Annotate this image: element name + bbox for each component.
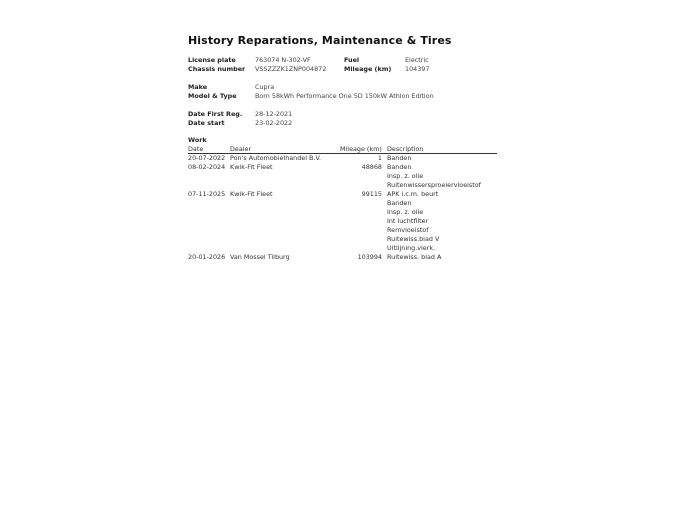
cell-dealer	[230, 208, 340, 217]
cell-dealer: Kwik-Fit Fleet	[230, 163, 273, 171]
cell-mileage	[340, 235, 387, 244]
cell-description: Banden	[387, 199, 412, 207]
table-row	[188, 235, 497, 244]
cell-mileage: 48868	[361, 163, 382, 171]
table-row	[188, 163, 497, 172]
cell-date	[188, 199, 230, 208]
table-row	[188, 181, 497, 190]
cell-dealer	[230, 235, 340, 244]
table-row	[188, 172, 497, 181]
date-start-value: 23-02-2022	[255, 119, 293, 127]
cell-description: Remvloeistof	[387, 226, 429, 234]
cell-dealer: Kwik-Fit Fleet	[230, 190, 273, 198]
cell-mileage	[340, 226, 387, 235]
info-row-model	[188, 92, 498, 101]
work-section-title: Work	[188, 136, 207, 144]
cell-dealer: Pon's Automobielhandel B.V.	[230, 154, 322, 162]
cell-dealer	[230, 181, 340, 190]
cell-description: Insp. z. olie	[387, 172, 424, 180]
cell-mileage	[340, 181, 387, 190]
table-row	[188, 190, 497, 199]
cell-description: Insp. z. olie	[387, 208, 424, 216]
mileage-value: 104397	[405, 65, 430, 73]
report-page	[188, 34, 498, 262]
date-start-label: Date start	[188, 119, 225, 127]
license-plate-label: License plate	[188, 56, 236, 64]
cell-dealer	[230, 217, 340, 226]
cell-mileage: 99115	[361, 190, 382, 198]
cell-description: Int luchtfilter	[387, 217, 429, 225]
cell-date: 20-07-2022	[188, 154, 226, 162]
make-label: Make	[188, 83, 208, 91]
cell-description: Ruitenwissersproeiervloeistof	[387, 181, 481, 189]
cell-date	[188, 235, 230, 244]
cell-mileage	[340, 208, 387, 217]
cell-dealer	[230, 244, 340, 253]
cell-dealer	[230, 172, 340, 181]
info-row-chassis	[188, 65, 498, 74]
cell-description: Banden	[387, 154, 412, 162]
cell-date	[188, 181, 230, 190]
cell-date	[188, 226, 230, 235]
work-table	[188, 145, 497, 262]
cell-date	[188, 244, 230, 253]
cell-mileage	[340, 199, 387, 208]
cell-date	[188, 217, 230, 226]
table-row	[188, 154, 497, 164]
cell-mileage: 103994	[357, 253, 382, 261]
info-row-plate	[188, 56, 498, 65]
page-title: History Reparations, Maintenance & Tires	[188, 34, 452, 47]
table-row	[188, 199, 497, 208]
model-label: Model & Type	[188, 92, 237, 100]
license-plate-value: 763074 N-302-VF	[255, 56, 311, 64]
header-mileage: Mileage (km)	[340, 145, 387, 154]
cell-description: APK i.c.m. beurt	[387, 190, 439, 198]
fuel-value: Electric	[405, 56, 429, 64]
cell-date: 08-02-2024	[188, 163, 226, 171]
make-value: Cupra	[255, 83, 275, 91]
chassis-label: Chassis number	[188, 65, 246, 73]
table-row	[188, 226, 497, 235]
work-table-header	[188, 145, 497, 154]
cell-mileage	[340, 172, 387, 181]
cell-mileage	[340, 244, 387, 253]
info-row-make	[188, 83, 498, 92]
cell-description: Ruitewiss.blad V	[387, 235, 440, 243]
cell-dealer	[230, 199, 340, 208]
header-dealer: Dealer	[230, 145, 340, 154]
mileage-label: Mileage (km)	[344, 65, 392, 73]
cell-date: 07-11-2025	[188, 190, 226, 198]
cell-date	[188, 172, 230, 181]
model-value: Born 58kWh Performance One 5D 150kW Athlon Edition	[255, 92, 434, 100]
table-row	[188, 217, 497, 226]
table-row	[188, 253, 497, 262]
first-reg-label: Date First Reg.	[188, 110, 243, 118]
cell-description: Banden	[387, 163, 412, 171]
cell-date	[188, 208, 230, 217]
cell-mileage	[340, 217, 387, 226]
fuel-label: Fuel	[344, 56, 360, 64]
chassis-value: VSSZZZK1ZNP004872	[255, 65, 327, 73]
cell-dealer	[230, 226, 340, 235]
info-row-first-reg	[188, 110, 498, 119]
work-table-body	[188, 154, 497, 263]
cell-date: 20-01-2026	[188, 253, 226, 261]
info-row-start	[188, 119, 498, 128]
cell-dealer: Van Mossel Tilburg	[230, 253, 290, 261]
table-row	[188, 244, 497, 253]
header-description: Description	[387, 145, 497, 154]
cell-mileage: 1	[377, 154, 382, 162]
header-date: Date	[188, 145, 230, 154]
cell-description: Ruitewiss. blad A	[387, 253, 442, 261]
table-row	[188, 208, 497, 217]
vehicle-info	[188, 56, 498, 128]
cell-description: Uitlijning.vierk.	[387, 244, 436, 252]
first-reg-value: 28-12-2021	[255, 110, 293, 118]
